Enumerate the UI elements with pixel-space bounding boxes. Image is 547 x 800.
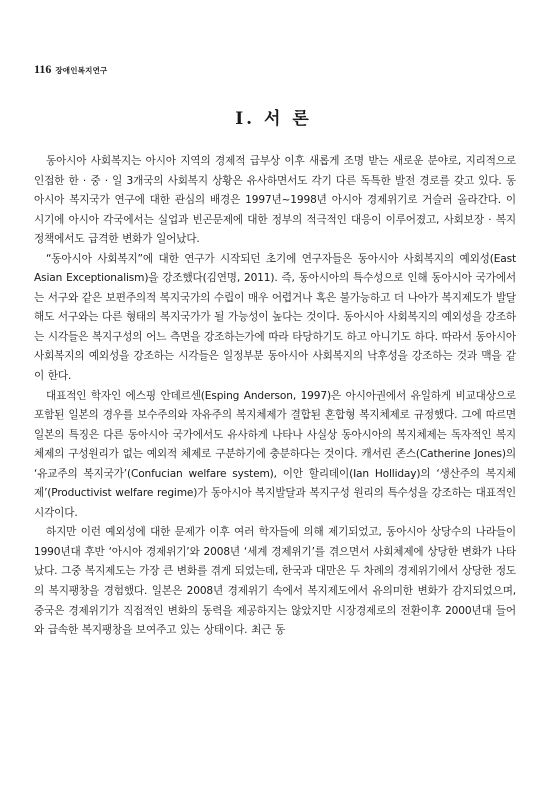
paragraph: 하지만 이런 예외성에 대한 문제가 이후 여러 학자들에 의해 제기되었고, 동아시아 상당수의 나라들이 1990년대 후반 ‘아시아 경제위기’와 2008년 ‘세계 경제위기’를 겪으면서 사회체제에 상당한 변화가 나타났다. 그중 복지제도는 가장 큰 변화를 겪게 되었는데, 한국과 대만은 두 차례의 경제위기에서 상당한 정도의 복지팽창을 경험했다. 일본은 2008년 경제위기 속에서 복지제도에서 유의미한 변화가 감지되었으며, 중국은 경제위기가 직접적인 변화의 동력을 제공하지는 않았지만 시장경제로의 전환이후 2000년대 들어와 급속한 복지팽창을 보여주고 있는 상태이다. 최근 동 [34,526,516,637]
page-header [34,62,107,77]
body-text [34,152,516,641]
section-title: Ⅰ. 서 론 [235,109,312,129]
journal-title: 장애인복지연구 [55,66,108,75]
page-number: 116 [34,62,52,76]
paragraph: “동아시아 사회복지”에 대한 연구가 시작되던 초기에 연구자들은 동아시아 사회복지의 예외성(East Asian Exceptionalism)을 강조했다(김연명, 2011). 즉, 동아시아의 특수성으로 인해 동아시아 국가에서는 서구와 같은 보편주의적 복지국가의 수립이 매우 어렵거나 혹은 불가능하고 더 나아가 복지제도가 발달해도 서구와는 다른 형태의 복지국가가 될 가능성이 높다는 것이다. 동아시아 사회복지의 예외성을 강조하는 시각들은 복지구성의 어느 측면을 강조하는가에 따라 타당하기도 하고 아니기도 하다. 따라서 동아시아 사회복지의 예외성을 강조하는 시각들은 일정부분 동아시아 사회복지의 낙후성을 강조하는 것과 맥을 같이 한다. [34,252,516,383]
paragraph: 대표적인 학자인 에스핑 안데르센(Esping Anderson, 1997)은 아시아권에서 유일하게 비교대상으로 포함된 일본의 경우를 보수주의와 자유주의 복지체제가 결합된 혼합형 복지체제로 규정했다. 그에 따르면 일본의 특징은 다른 동아시아 국가에서도 유사하게 나타나 사실상 동아시아의 복지체제는 독자적인 복지체제의 구성원리가 없는 예외적 체제로 구분하기에 충분하다는 것이다. 캐서린 존스(Catherine Jones)의 ‘유교주의 복지국가’(Confucian welfare system), 이안 할리데이(Ian Holliday)의 ‘생산주의 복지체제’(Productivist welfare regime)가 동아시아 복지발달과 복지구성 원리의 특수성을 강조하는 대표적인 시각이다. [34,389,516,519]
paragraph: 동아시아 사회복지는 아시아 지역의 경제적 급부상 이후 새롭게 조명 받는 새로운 분야로, 지리적으로 인접한 한 · 중 · 일 3개국의 사회복지 상황은 유사하면서도 각기 다른 독특한 발전 경로를 갖고 있다. 동아시아 복지국가 연구에 대한 관심의 배경은 1997년~1998년 아시아 경제위기로 거슬러 올라간다. 이 시기에 아시아 각국에서는 실업과 빈곤문제에 대한 정부의 적극적인 대응이 이루어졌고, 사회보장 · 복지정책에서도 급격한 변화가 일어났다. [34,155,516,246]
